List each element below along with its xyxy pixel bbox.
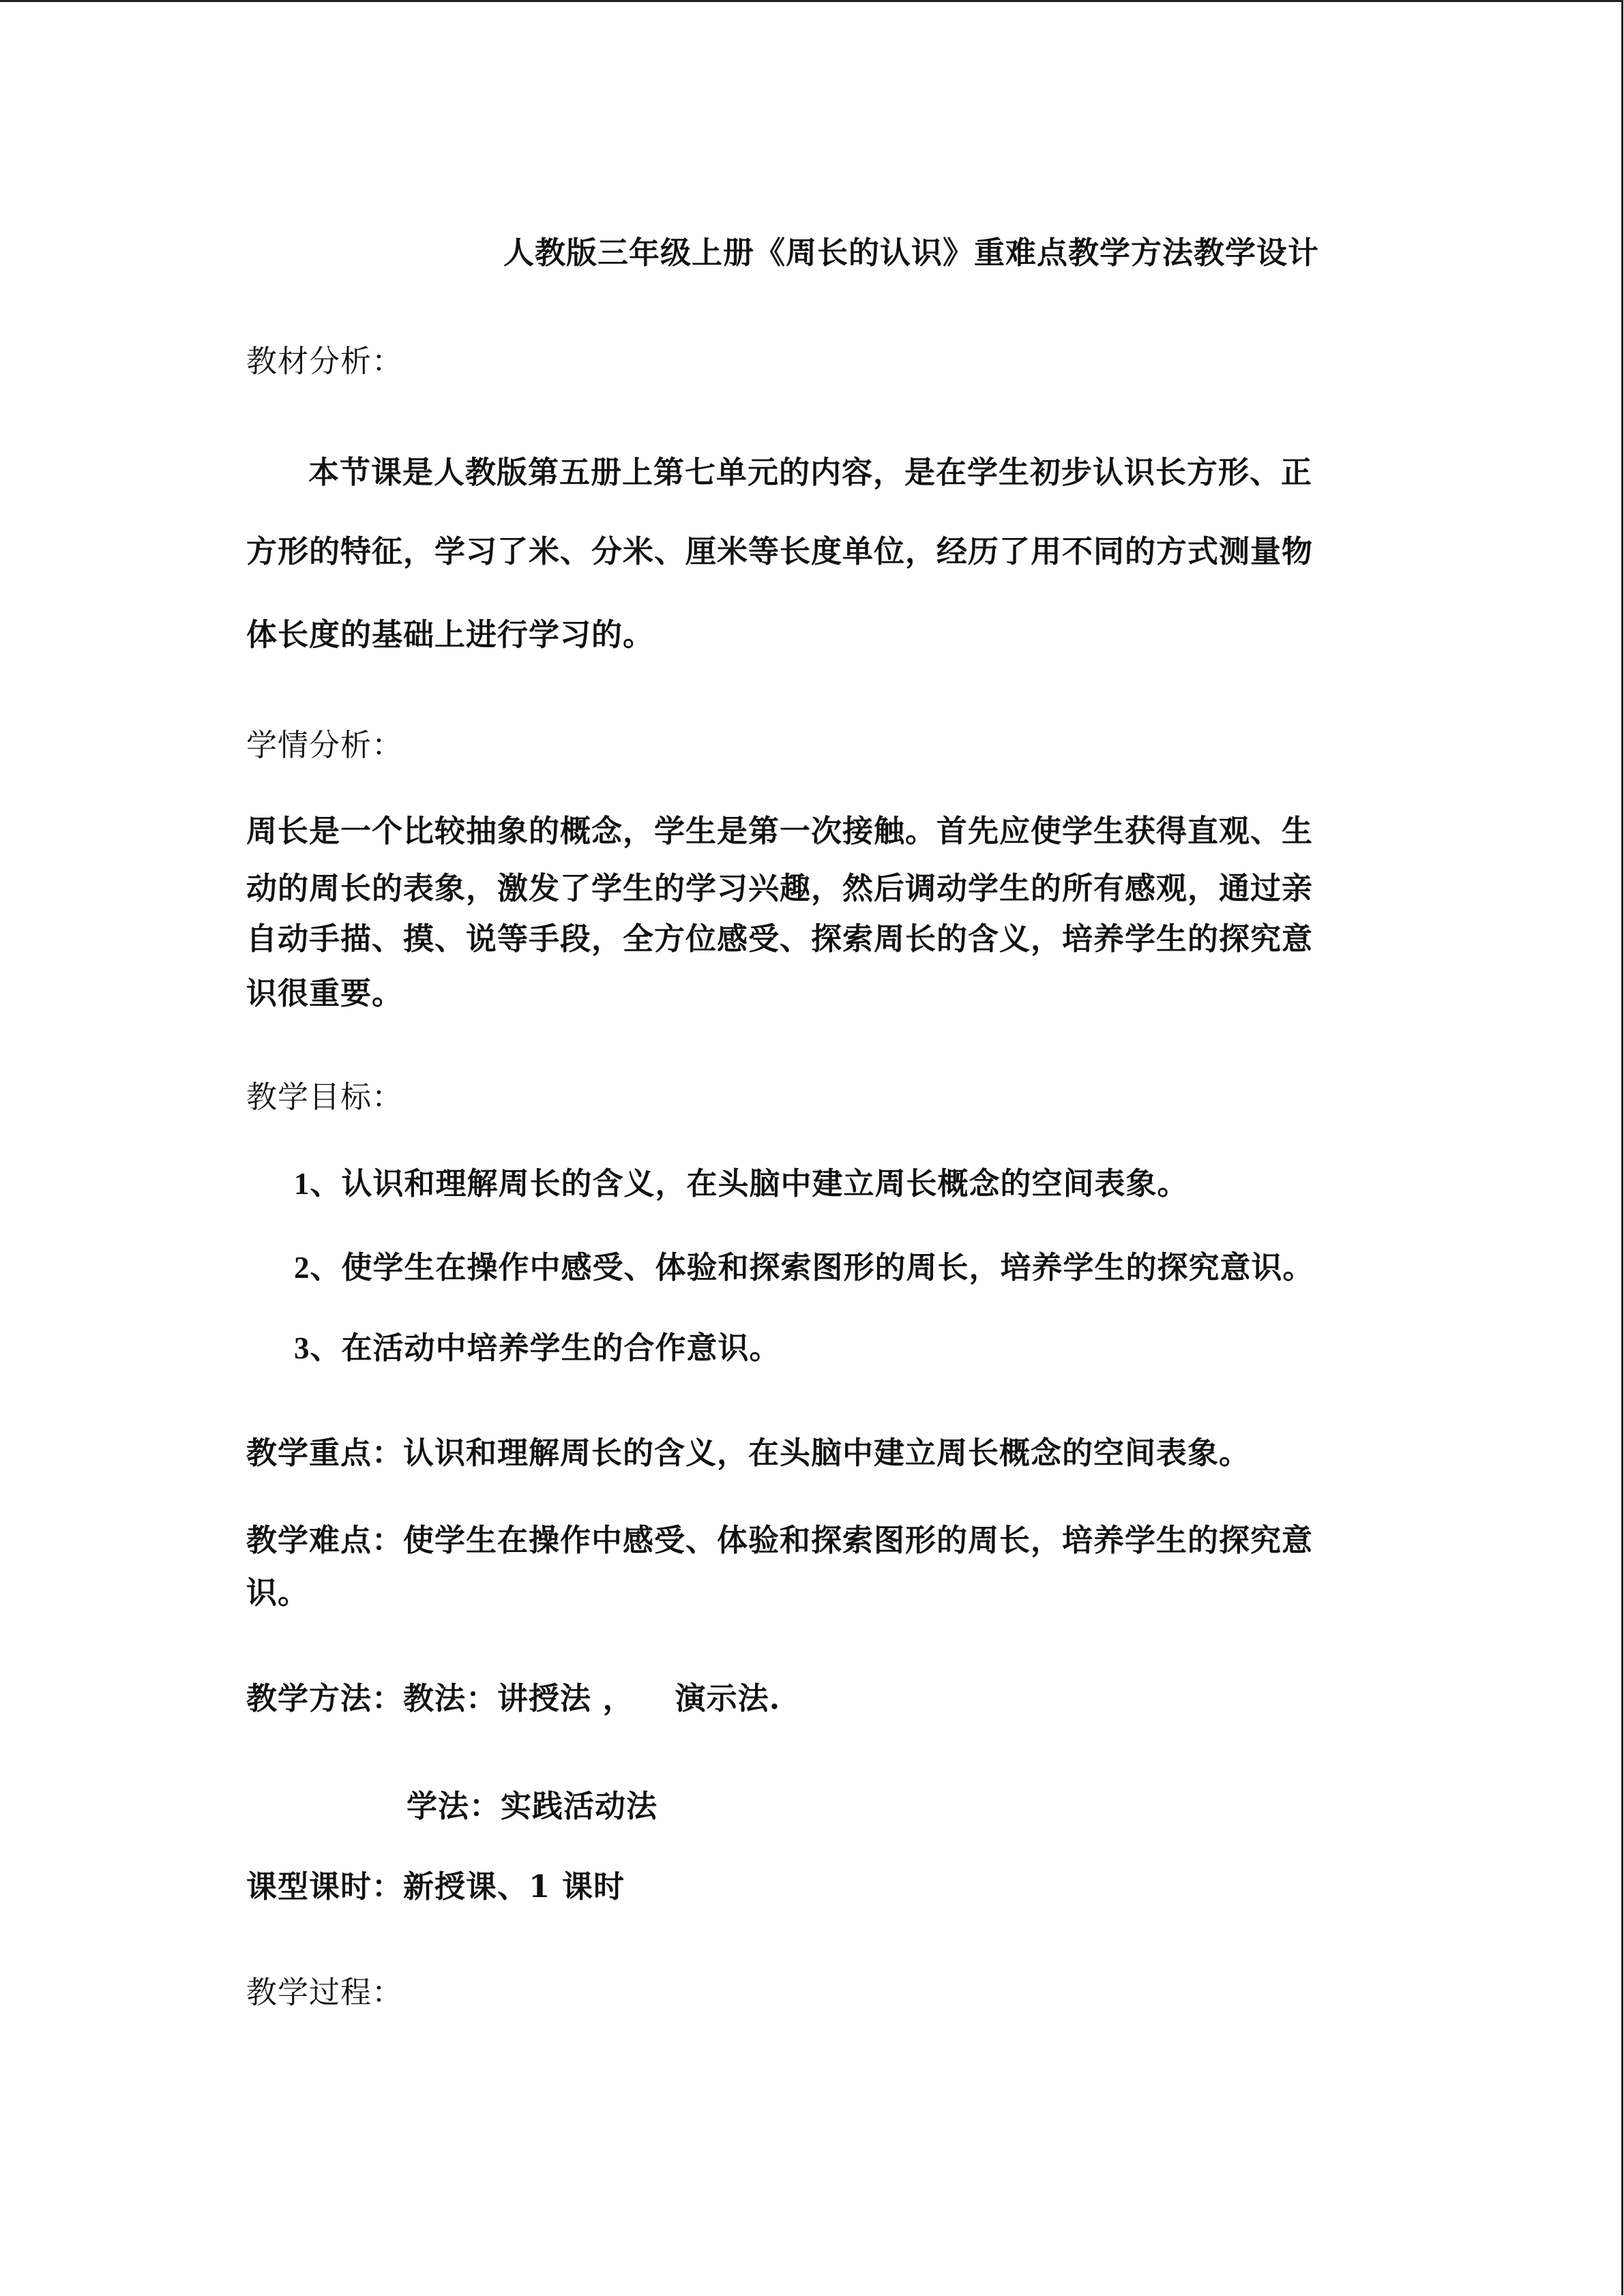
student-analysis-line: 自动手描、摸、说等手段，全方位感受、探索周长的含义，培养学生的探究意 (246, 921, 1314, 957)
student-analysis-line: 识很重要。 (246, 975, 404, 1011)
objective-text: 、使学生在操作中感受、体验和探索图形的周长，培养学生的探究意识。 (310, 1249, 1314, 1285)
material-analysis-line: 方形的特征，学习了米、分米、厘米等长度单位，经历了用不同的方式测量物 (246, 533, 1314, 569)
student-analysis-line: 动的周长的表象，激发了学生的学习兴趣，然后调动学生的所有感观，通过亲 (246, 870, 1314, 906)
objective-text: 、认识和理解周长的含义，在头脑中建立周长概念的空间表象。 (310, 1165, 1189, 1202)
teaching-methods (246, 1678, 780, 1719)
lesson-type: 课型课时：新授课、1 课时 (246, 1868, 625, 1905)
objectives-heading: 教学目标： (246, 1079, 404, 1115)
material-analysis-heading: 教材分析： (246, 343, 404, 379)
teaching-methods-extra: 演示法. (675, 1680, 781, 1716)
objective-number: 1 (294, 1167, 310, 1201)
process-heading: 教学过程： (246, 1974, 404, 2010)
student-analysis-line: 周长是一个比较抽象的概念，学生是第一次接触。首先应使学生获得直观、生 (246, 813, 1314, 849)
material-analysis-line: 本节课是人教版第五册上第七单元的内容，是在学生初步认识长方形、正 (308, 454, 1313, 490)
teaching-methods-line: 教学方法：教法：讲授法 ， (246, 1680, 634, 1716)
learning-method: 学法：实践活动法 (407, 1788, 658, 1824)
student-analysis-heading: 学情分析： (246, 727, 404, 763)
objective-text: 、在活动中培养学生的合作意识。 (310, 1330, 781, 1366)
document-title: 人教版三年级上册《周长的认识》重难点教学方法教学设计 (503, 235, 1320, 271)
difficult-point-line: 识。 (246, 1575, 310, 1611)
objective-item (294, 1328, 781, 1369)
objective-number: 2 (294, 1251, 310, 1285)
objective-item (294, 1247, 1314, 1288)
objective-number: 3 (294, 1331, 310, 1365)
objective-item (294, 1163, 1189, 1204)
difficult-point-line: 教学难点：使学生在操作中感受、体验和探索图形的周长，培养学生的探究意 (246, 1522, 1314, 1558)
material-analysis-line: 体长度的基础上进行学习的。 (246, 616, 655, 653)
key-point: 教学重点：认识和理解周长的含义，在头脑中建立周长概念的空间表象。 (246, 1435, 1251, 1471)
